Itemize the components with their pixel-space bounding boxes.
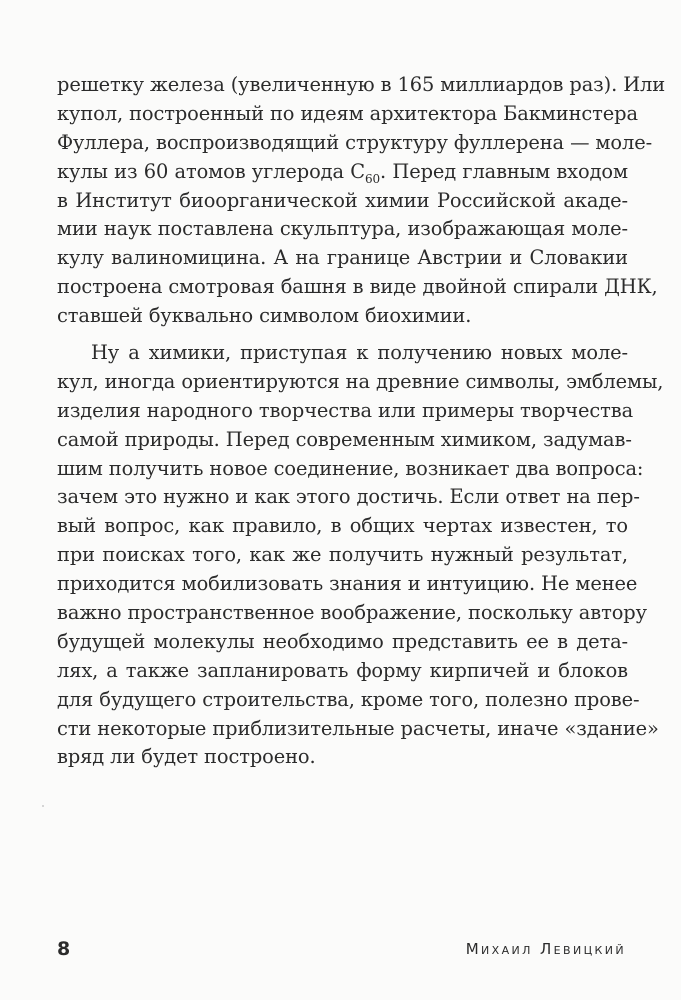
text-line: приходится мобилизовать знания и интуицию. Не менее bbox=[57, 572, 638, 596]
text-line: лях, а также запланировать форму кирпичей и блоков bbox=[57, 658, 628, 682]
text-line: мии наук поставлена скульптура, изображающая моле- bbox=[57, 217, 628, 241]
text-line: вый вопрос, как правило, в общих чертах известен, то bbox=[57, 514, 628, 538]
text-line: вряд ли будет построено. bbox=[57, 745, 316, 769]
formula-suffix: . Перед главным входом bbox=[380, 159, 628, 183]
formula-subscript: 60 bbox=[364, 171, 381, 186]
paper-speck bbox=[42, 805, 44, 807]
text-line: кулу валиномицина. А на границе Австрии и Словакии bbox=[57, 246, 628, 270]
text-line: купол, построенный по идеям архитектора Бакминстера bbox=[57, 101, 638, 125]
formula-prefix: кулы из 60 атомов углерода С bbox=[57, 159, 365, 183]
page-number: 8 bbox=[57, 938, 71, 960]
text-line: кул, иногда ориентируются на древние символы, эмблемы, bbox=[57, 369, 664, 393]
text-line: для будущего строительства, кроме того, полезно прове- bbox=[57, 687, 640, 711]
page-footer bbox=[57, 938, 626, 962]
body-text bbox=[57, 71, 666, 772]
text-line: самой природы. Перед современным химиком, задумав- bbox=[57, 427, 632, 451]
paragraph-2 bbox=[57, 339, 664, 772]
text-line: изделия народного творчества или примеры творчества bbox=[57, 398, 634, 422]
text-line: важно пространственное воображение, поскольку автору bbox=[57, 601, 647, 625]
paragraph-spacer bbox=[57, 331, 628, 339]
text-line: шим получить новое соединение, возникает два вопроса: bbox=[57, 456, 644, 480]
text-line-with-formula bbox=[57, 158, 628, 187]
text-line: зачем это нужно и как этого достичь. Если ответ на пер- bbox=[57, 485, 640, 509]
text-line: будущей молекулы необходимо представить ее в дета- bbox=[57, 629, 628, 653]
text-line: решетку железа (увеличенную в 165 миллиардов раз). Или bbox=[57, 73, 666, 96]
text-line: Фуллера, воспроизводящий структуру фуллерена — моле- bbox=[57, 130, 653, 154]
text-line: при поисках того, как же получить нужный результат, bbox=[57, 543, 628, 567]
text-line: ставшей буквально символом биохимии. bbox=[57, 304, 472, 328]
running-footer-author: Михаил Левицкий bbox=[465, 940, 626, 958]
paragraph-1 bbox=[57, 71, 666, 331]
text-line: Ну а химики, приступая к получению новых моле- bbox=[91, 341, 628, 365]
text-line: построена смотровая башня в виде двойной спирали ДНК, bbox=[57, 275, 658, 299]
text-line: сти некоторые приблизительные расчеты, иначе «здание» bbox=[57, 716, 659, 740]
text-line: в Институт биоорганической химии Российской акаде- bbox=[57, 188, 628, 212]
